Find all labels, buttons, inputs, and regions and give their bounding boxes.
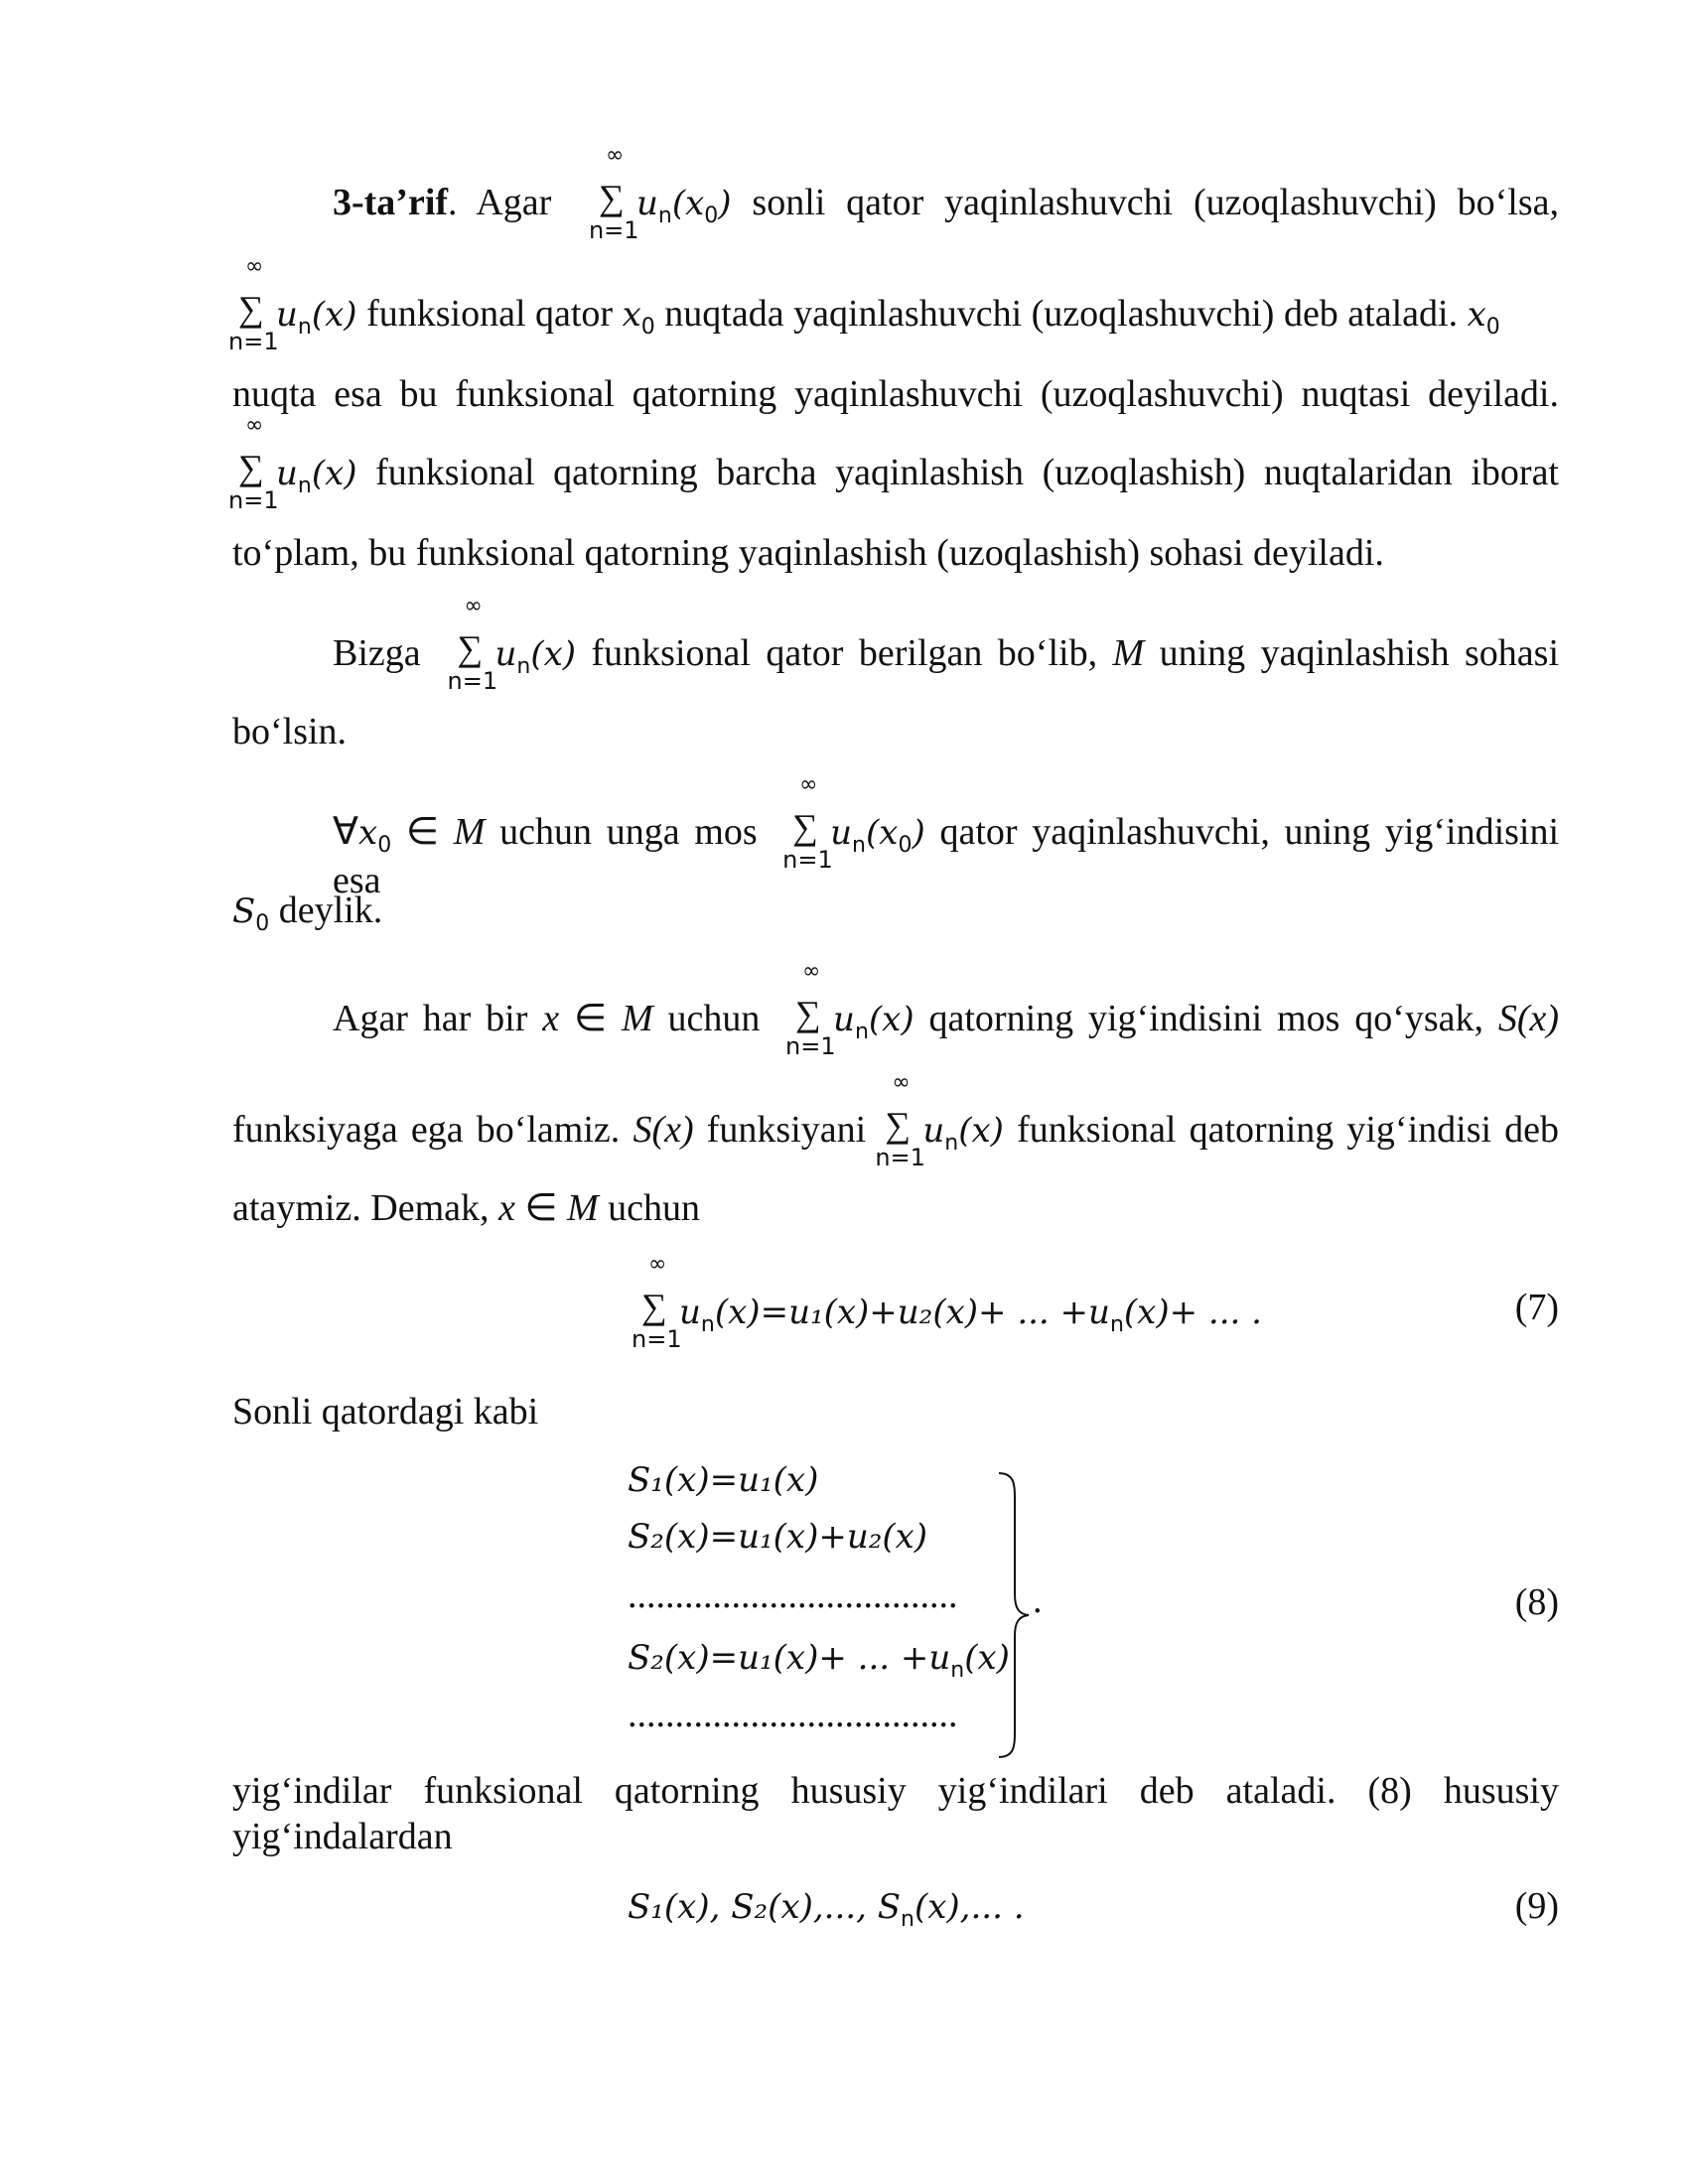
definition-line-3: nuqta esa bu funksional qatorning yaqinlashuvchi (uzoqlashuvchi) nuqtasi deyiladi. [232, 373, 1559, 415]
partial-sum-sn: S₂(x)=u₁(x)+ ... $+u_n(x)$ [628, 1638, 1010, 1683]
equation-7: ∞ ∑ n=1 $u_n(x)=u_1(x)+u_2(x)+$ ... $+u_n(x)+$ ... . [632, 1252, 1262, 1353]
sum-symbol: ∞ ∑ n=1 [447, 594, 498, 695]
paragraph-sonli: Sonli qatordagi kabi [232, 1391, 539, 1433]
paragraph-agar-2: funksiyaga ega bo‘lamiz. S(x) funksiyani ∞ ∑ n=1 $u_n(x)$ funksional qatorning yig‘indisi deb [232, 1070, 1560, 1171]
paragraph-yigindilar-2: yig‘indalardan [232, 1816, 453, 1857]
dots-row-1: ................................... [628, 1574, 958, 1616]
definition-line-5: to‘plam, bu funksional qatorning yaqinlashish (uzoqlashish) sohasi deyiladi. [232, 532, 1384, 574]
partial-sum-s2: S₂(x)=u₁(x)+u₂(x) [628, 1517, 928, 1557]
equation-number-9: (9) [1514, 1885, 1559, 1927]
definition-label: 3-ta’rif [333, 182, 449, 223]
equation-number-7: (7) [1514, 1287, 1559, 1328]
paragraph-forall-end: $S_0$ deylik. [232, 889, 383, 936]
dots-row-2: ................................... [628, 1694, 958, 1735]
system-period: . [1033, 1579, 1043, 1621]
sum-symbol: ∞ ∑ n=1 [228, 254, 279, 355]
right-brace [997, 1471, 1033, 1759]
sum-symbol: ∞ ∑ n=1 [632, 1252, 682, 1353]
partial-sum-s1: S₁(x)=u₁(x) [628, 1460, 819, 1500]
sum-symbol: ∞ ∑ n=1 [785, 959, 836, 1060]
definition-line-4: ∞ ∑ n=1 $u_n(x)$ funksional qatorning barcha yaqinlashish (uzoqlashish) nuqtalaridan iborat [228, 413, 1559, 514]
paragraph-yigindilar: yig‘indilar funksional qatorning hususiy yig‘indilari deb ataladi. (8) hususiy [232, 1770, 1559, 1812]
paragraph-bizga: Bizga ∞ ∑ n=1 $u_n(x)$ funksional qator berilgan bo‘lib, M uning yaqinlashish sohasi [333, 594, 1560, 695]
equation-number-8: (8) [1514, 1581, 1559, 1623]
sum-symbol: ∞ ∑ n=1 [875, 1070, 925, 1171]
paragraph-forall: $\forall x_0$ ∈ M uchun unga mos ∞ ∑ n=1 $u_n(x_0)$ qator yaqinlashuvchi, uning yig‘indisini esa [333, 772, 1560, 902]
sum-symbol: ∞ ∑ n=1 [588, 143, 639, 244]
equation-9: S₁(x), S₂(x),..., $S_n(x)$,... . [628, 1887, 1025, 1932]
paragraph-agar: Agar har bir x ∈ M uchun ∞ ∑ n=1 $u_n(x)$ qatorning yig‘indisini mos qo‘ysak, S(x) [333, 959, 1560, 1060]
paragraph-agar-3: ataymiz. Demak, x ∈ M uchun [232, 1187, 701, 1229]
definition-line-1: 3-ta’rif. Agar ∞ ∑ n=1 $u_n(x_0)$ sonli qator yaqinlashuvchi (uzoqlashuvchi) bo‘lsa, [333, 143, 1560, 244]
sum-symbol: ∞ ∑ n=1 [228, 413, 279, 514]
paragraph-bizga-end: bo‘lsin. [232, 711, 348, 752]
definition-line-2: ∞ ∑ n=1 $u_n(x)$ funksional qator $x_0$ nuqtada yaqinlashuvchi (uzoqlashuvchi) deb ataladi. $x_0$ [228, 254, 1500, 355]
sum-symbol: ∞ ∑ n=1 [782, 772, 833, 874]
